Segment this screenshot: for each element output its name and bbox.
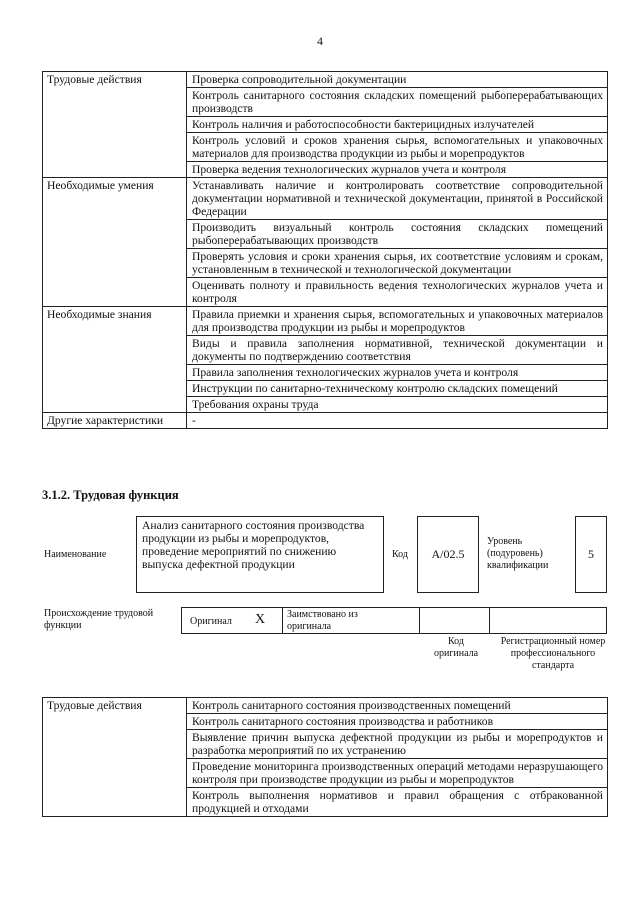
table-row	[43, 178, 608, 220]
table-row	[43, 307, 608, 336]
original-mark: X	[255, 612, 266, 627]
table-cell: Проверка сопроводительной документации	[187, 72, 608, 88]
divider	[282, 607, 283, 634]
table-cell: -	[187, 413, 608, 429]
table-cell: Контроль санитарного состояния производства и работников	[187, 714, 608, 730]
origin-label: Происхождение трудовой функции	[44, 608, 154, 631]
function-name-value: Анализ санитарного состояния производства продукции из рыбы и морепродуктов, проведение мероприятий по снижению выпуска дефектной продукции	[142, 519, 365, 571]
table-row	[43, 413, 608, 429]
table-cell: Контроль санитарного состояния складских помещений рыбоперерабатывающих производств	[187, 88, 608, 117]
table-cell: Виды и правила заполнения нормативной, технической документации и документы по подтверждению соответствия	[187, 336, 608, 365]
table-cell: Устанавливать наличие и контролировать соответствие сопроводительной документации нормативной и технической документации, принятой в Российской Федерации	[187, 178, 608, 220]
section-title: 3.1.2. Трудовая функция	[42, 488, 179, 502]
name-label: Наименование	[44, 549, 107, 560]
labor-function-table-1	[42, 71, 608, 429]
table-row	[43, 72, 608, 88]
table-cell: Производить визуальный контроль состояния складских помещений рыбоперерабатывающих производств	[187, 220, 608, 249]
table-cell: Инструкции по санитарно-техническому контролю складских помещений	[187, 381, 608, 397]
divider	[419, 607, 420, 634]
function-name-box	[136, 516, 384, 593]
level-value: 5	[588, 547, 594, 561]
row-label: Трудовые действия	[43, 698, 187, 817]
table-cell: Оценивать полноту и правильность ведения технологических журналов учета и контроля	[187, 278, 608, 307]
table-cell: Выявление причин выпуска дефектной продукции из рыбы и морепродуктов и разработка мероприятий по их устранению	[187, 730, 608, 759]
borrowed-label: Заимствовано из оригинала	[287, 609, 358, 632]
table-cell: Контроль условий и сроков хранения сырья, вспомогательных и упаковочных материалов для производства продукции из рыбы и морепродуктов	[187, 133, 608, 162]
code-label: Код	[392, 549, 408, 560]
table-row	[43, 698, 608, 714]
table-cell: Проверять условия и сроки хранения сырья, их соответствие условиям и срокам, установленным в технической и технологической документации	[187, 249, 608, 278]
row-label: Необходимые знания	[43, 307, 187, 413]
reg-number-caption: Регистрационный номер профессионального стандарта	[500, 636, 606, 671]
row-label: Необходимые умения	[43, 178, 187, 307]
table-cell: Проведение мониторинга производственных операций методами неразрушающего контроля при производстве продукции из рыбы и морепродуктов	[187, 759, 608, 788]
table-cell: Требования охраны труда	[187, 397, 608, 413]
divider	[489, 607, 490, 634]
table-cell: Проверка ведения технологических журналов учета и контроля	[187, 162, 608, 178]
origin-row	[181, 607, 607, 634]
function-code-box	[417, 516, 479, 593]
table-cell: Правила заполнения технологических журналов учета и контроля	[187, 365, 608, 381]
row-label: Другие характеристики	[43, 413, 187, 429]
labor-function-table-2	[42, 697, 608, 817]
level-box	[575, 516, 607, 593]
table-cell: Контроль санитарного состояния производственных помещений	[187, 698, 608, 714]
table-cell: Контроль наличия и работоспособности бактерицидных излучателей	[187, 117, 608, 133]
table-cell: Правила приемки и хранения сырья, вспомогательных и упаковочных материалов для производства продукции из рыбы и морепродуктов	[187, 307, 608, 336]
level-label: Уровень (подуровень) квалификации	[487, 536, 549, 571]
table-cell: Контроль выполнения нормативов и правил обращения с отбракованной продукцией и отходами	[187, 788, 608, 817]
page-number: 4	[317, 34, 323, 48]
function-code-value: A/02.5	[431, 547, 465, 561]
original-label: Оригинал	[190, 616, 232, 627]
code-original-caption: Код оригинала	[433, 636, 479, 659]
row-label: Трудовые действия	[43, 72, 187, 178]
